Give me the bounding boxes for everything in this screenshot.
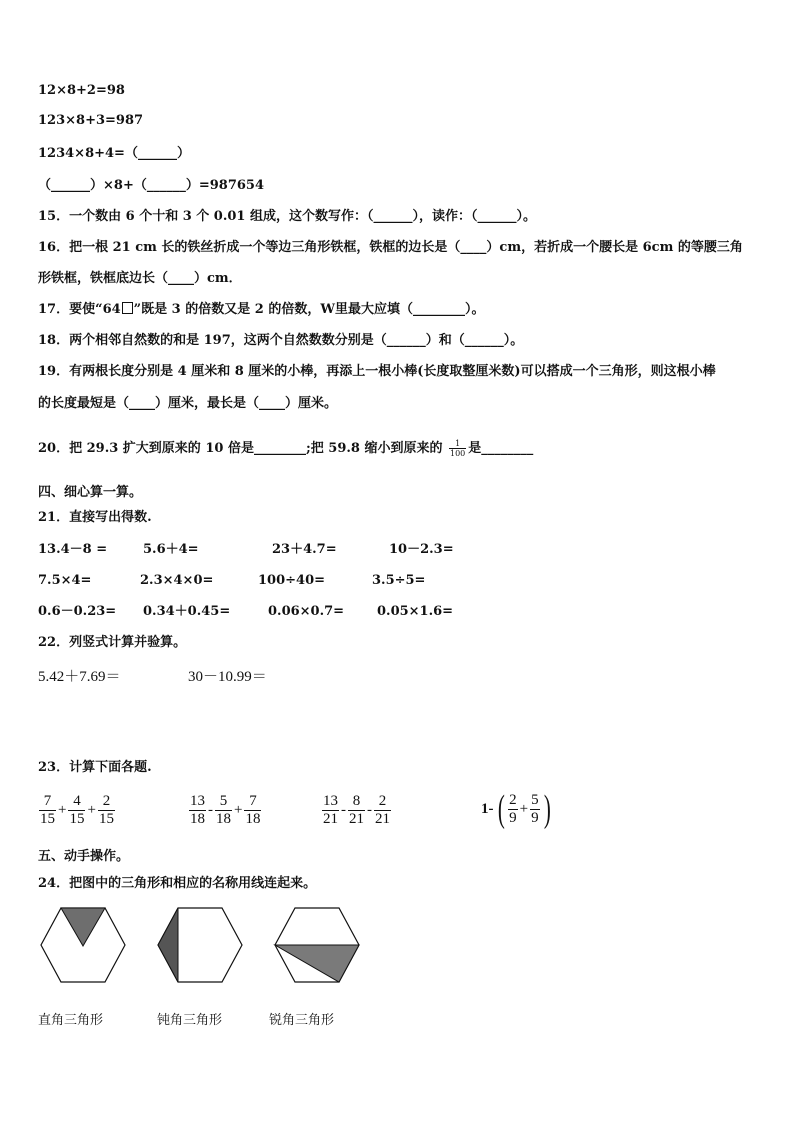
question-20-after: 是________ bbox=[468, 441, 534, 456]
section-4-heading: 四、细心算一算。 bbox=[38, 485, 143, 500]
fraction: $\frac{7}{18}$ bbox=[245, 793, 261, 827]
hexagon-acute-triangle-figure bbox=[272, 905, 362, 985]
operator: + bbox=[58, 802, 67, 818]
fraction: $\frac{2}{21}$ bbox=[375, 793, 390, 827]
calc-2-4: 3.5÷5= bbox=[372, 573, 426, 588]
pattern-line-2: 123×8+3=987 bbox=[38, 113, 144, 128]
question-16-line-1: 16．把一根 21 cm 长的铁丝折成一个等边三角形铁框，铁框的边长是（____）cm，若折成一个腰长是 6cm 的等腰三角 bbox=[38, 240, 743, 255]
calc-3-3: 0.06×0.7= bbox=[268, 604, 345, 619]
operator: - bbox=[367, 802, 372, 818]
question-17-after: ”既是 3 的倍数又是 2 的倍数，W里最大应填（________）。 bbox=[133, 302, 485, 317]
operator: + bbox=[519, 800, 529, 817]
question-19-line-1: 19．有两根长度分别是 4 厘米和 8 厘米的小棒，再添上一根小棒(长度取整厘米数)可以搭成一个三角形，则这根小棒 bbox=[38, 364, 716, 379]
calc-3-2: 0.34＋0.45= bbox=[143, 604, 231, 619]
fraction: $\frac{13}{18}$ bbox=[190, 793, 205, 827]
shaded-triangle bbox=[158, 908, 178, 982]
calc-3-4: 0.05×1.6= bbox=[377, 604, 454, 619]
fraction: $\frac{5}{9}$ bbox=[531, 791, 539, 826]
question-23-title: 23．计算下面各题. bbox=[38, 760, 152, 775]
fraction-1-100 bbox=[449, 439, 466, 458]
question-24-title: 24．把图中的三角形和相应的名称用线连起来。 bbox=[38, 876, 317, 891]
question-20-before: 20．把 29.3 扩大到原来的 10 倍是________;把 59.8 缩小到原来的 bbox=[38, 441, 443, 456]
vertical-calc-1: 5.42＋7.69＝ bbox=[38, 669, 121, 685]
fraction-expr-2 bbox=[188, 793, 262, 828]
operator: - bbox=[208, 802, 213, 818]
calc-1-2: 5.6＋4= bbox=[143, 542, 199, 557]
operator: + bbox=[234, 802, 243, 818]
blank-box-icon bbox=[122, 302, 133, 314]
operator: - bbox=[341, 802, 346, 818]
calc-2-3: 100÷40= bbox=[258, 573, 326, 588]
pattern-line-1: 12×8+2=98 bbox=[38, 83, 125, 98]
hexagon-obtuse-triangle-figure bbox=[155, 905, 245, 985]
fraction-expr-4 bbox=[480, 790, 553, 828]
pattern-line-4: （______）×8+（______）=987654 bbox=[38, 178, 264, 193]
question-18: 18．两个相邻自然数的和是 197，这两个自然数数分别是（______）和（______）。 bbox=[38, 333, 524, 348]
label-acute-triangle: 锐角三角形 bbox=[269, 1013, 335, 1028]
calc-3-1: 0.6－0.23= bbox=[38, 604, 117, 619]
vertical-calc-2: 30－10.99＝ bbox=[188, 669, 267, 685]
fraction: $\frac{7}{15}$ bbox=[40, 793, 55, 827]
operator: + bbox=[87, 802, 96, 818]
question-22-title: 22．列竖式计算并验算。 bbox=[38, 635, 187, 650]
question-21-title: 21．直接写出得数. bbox=[38, 510, 152, 525]
fraction-expr-3 bbox=[321, 793, 392, 828]
question-17-before: 17．要使“64 bbox=[38, 302, 121, 317]
left-paren: ( bbox=[497, 788, 505, 830]
lead-term: 1- bbox=[481, 800, 494, 817]
question-15: 15．一个数由 6 个十和 3 个 0.01 组成，这个数写作：（______），读作：（______）。 bbox=[38, 209, 536, 224]
pattern-line-3: 1234×8+4=（______） bbox=[38, 146, 190, 161]
calc-2-1: 7.5×4= bbox=[38, 573, 92, 588]
question-20 bbox=[38, 439, 533, 458]
question-19-line-2: 的长度最短是（____）厘米，最长是（____）厘米。 bbox=[38, 396, 338, 411]
section-5-heading: 五、动手操作。 bbox=[38, 849, 130, 864]
hexagon-right-triangle-figure bbox=[38, 905, 128, 985]
calc-1-1: 13.4－8 = bbox=[38, 542, 108, 557]
label-right-triangle: 直角三角形 bbox=[38, 1013, 104, 1028]
calc-1-3: 23＋4.7= bbox=[272, 542, 337, 557]
calc-1-4: 10－2.3= bbox=[389, 542, 454, 557]
label-obtuse-triangle: 钝角三角形 bbox=[157, 1013, 223, 1028]
fraction: $\frac{5}{18}$ bbox=[216, 793, 231, 827]
fraction: $\frac{13}{21}$ bbox=[323, 793, 338, 827]
question-16-line-2: 形铁框，铁框底边长（____）cm． bbox=[38, 271, 242, 286]
fraction: $\frac{4}{15}$ bbox=[69, 793, 85, 827]
right-paren: ) bbox=[543, 788, 551, 830]
fraction-numerator: 1 bbox=[449, 439, 466, 449]
fraction-denominator: 100 bbox=[450, 449, 466, 458]
fraction-expr-1 bbox=[38, 793, 116, 828]
calc-2-2: 2.3×4×0= bbox=[140, 573, 214, 588]
fraction: $\frac{8}{21}$ bbox=[349, 793, 364, 827]
fraction: $\frac{2}{15}$ bbox=[98, 793, 114, 827]
fraction: $\frac{2}{9}$ bbox=[509, 791, 517, 826]
question-17 bbox=[38, 301, 484, 319]
